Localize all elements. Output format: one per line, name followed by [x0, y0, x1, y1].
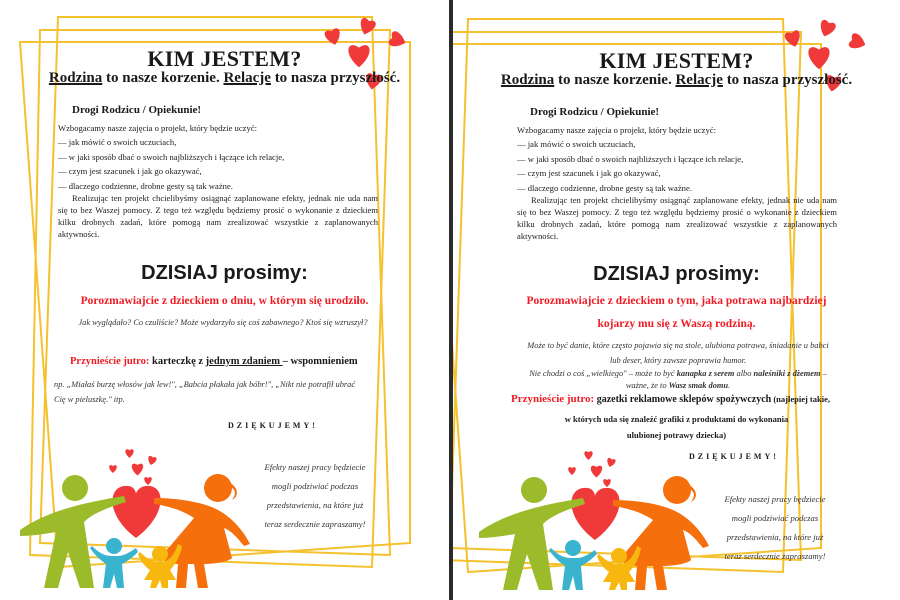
motto [0, 70, 449, 87]
section-heading: DZISIAJ prosimy: [141, 262, 308, 284]
intro-list [517, 123, 857, 195]
bring-paren: (najlepiej takie, [771, 394, 831, 404]
motto-word-relations: Relacje [223, 70, 271, 86]
boy-figure [549, 540, 597, 590]
hint-text: – [820, 369, 827, 378]
intro-lead: Wzbogacamy nasze zajęcia o projekt, który będzie uczyć: [517, 125, 716, 135]
motto-text-end: to nasza przyszłość. [270, 70, 401, 86]
boy-figure [90, 538, 138, 588]
bring-example-line: Cię w pieluszkę." itp. [54, 395, 125, 404]
intro-item: — czym jest szacunek i jak go okazywać, [58, 166, 202, 177]
girl-figure [597, 546, 641, 590]
closing-line: teraz serdecznie zapraszamy! [724, 551, 826, 561]
motto-word-relations: Relacje [675, 72, 723, 88]
intro-lead: Wzbogacamy nasze zajęcia o projekt, który będzie uczyć: [58, 123, 257, 133]
motto-text-end: to nasza przyszłość. [722, 72, 853, 88]
bring-text-underlined: jednym zdaniem [205, 356, 283, 367]
bring-label: Przynieście jutro: [511, 393, 595, 405]
closing-line: Efekty naszej pracy będziecie [264, 462, 366, 472]
document-page-2 [453, 0, 900, 600]
motto [453, 72, 900, 89]
bring-tomorrow [511, 393, 830, 405]
greeting: Drogi Rodzicu / Opiekunie! [530, 106, 660, 118]
closing-line: mogli podziwiać podczas [271, 481, 359, 491]
bring-text: karteczkę z [149, 356, 206, 367]
task-hint-examples [493, 368, 863, 392]
bring-paren-line: w których uda się znaleźć grafiki z produktami do wykonania [564, 414, 789, 424]
closing-line: teraz serdecznie zapraszamy! [264, 519, 366, 529]
intro-item: — w jaki sposób dbać o swoich najbliższych i łączące ich relacje, [517, 153, 744, 164]
task-today: Porozmawiajcie z dzieckiem o dniu, w którym się urodziło. [80, 295, 369, 307]
girl-figure [138, 544, 182, 588]
document-page-1 [0, 0, 449, 600]
intro-item: — w jaki sposób dbać o swoich najbliższych i łączące ich relacje, [58, 151, 285, 162]
closing-line: mogli podziwiać podczas [731, 513, 819, 523]
intro-item: — dlaczego codzienne, drobne gesty są tak ważne. [517, 182, 692, 193]
closing-line: Efekty naszej pracy będziecie [724, 494, 826, 504]
hint-text: . [728, 381, 731, 390]
task-today-line-1: Porozmawiajcie z dzieckiem o tym, jaka potrawa najbardziej [526, 295, 827, 307]
section-heading: DZISIAJ prosimy: [593, 263, 760, 285]
intro-paragraph: Realizując ten projekt chcielibyśmy osiągnąć zaplanowane efekty, jednak nie uda nam się to bez Waszej pomocy. Z tego też względu będziemy prosić o wykonanie z dzieckiem kilku drobnych zadań, które pomogą nam zrealizować wszystkie z zaplanowanych aktywności. [58, 193, 378, 239]
bring-example [54, 377, 394, 407]
closing-line: przedstawienia, na które już [266, 500, 364, 510]
bring-tomorrow [70, 356, 358, 367]
bring-text: gazetki reklamowe sklepów spożywczych [594, 394, 772, 405]
bring-label: Przynieście jutro: [70, 356, 150, 367]
bring-text-end: – wspomnieniem [282, 356, 358, 367]
hint-text: ważne, że to [625, 381, 669, 390]
intro-item: — jak mówić o swoich uczuciach, [58, 137, 177, 148]
hint-bold: kanapka z serem [676, 369, 735, 378]
closing-line: przedstawienia, na które już [726, 532, 824, 542]
bring-example-line: np. „Miałaś burzę włosów jak lew!", „Babcia płakała jak bóbr!", „Nikt nie potrafił ubrać [54, 380, 356, 389]
motto-text: to nasze korzenie. [554, 72, 676, 88]
intro-paragraph: Realizując ten projekt chcielibyśmy osiągnąć zaplanowane efekty, jednak nie uda nam się to bez Waszej pomocy. Z tego też względu będziemy prosić o wykonanie z dzieckiem kilku drobnych zadań, które pomogą nam zrealizować wszystkie z zaplanowanych aktywności. [517, 195, 837, 241]
task-hint: Jak wyglądało? Co czuliście? Może wydarzyło się coś zabawnego? Ktoś się wzruszył? [78, 318, 368, 327]
hint-text: Nie chodzi o coś „wielkiego" – może to być [529, 369, 677, 378]
page-title: KIM JESTEM? [599, 48, 754, 73]
intro-item: — jak mówić o swoich uczuciach, [517, 139, 636, 150]
closing-text [255, 458, 375, 534]
hint-bold: naleśniki z dżemem [753, 369, 821, 378]
greeting: Drogi Rodzicu / Opiekunie! [72, 104, 202, 116]
family-illustration [477, 450, 717, 600]
task-hint-line [493, 368, 863, 380]
closing-text [715, 490, 835, 566]
motto-word-family: Rodzina [48, 70, 103, 86]
hint-text: albo [734, 369, 754, 378]
intro-item: — dlaczego codzienne, drobne gesty są tak ważne. [58, 180, 233, 191]
thanks-text: DZIĘKUJEMY! [689, 452, 779, 461]
task-hint-line: Może to być danie, które często pojawia się na stole, ulubiona potrawa, śniadanie u babci [527, 341, 829, 350]
bring-paren-line: ulubionej potrawy dziecka) [626, 430, 727, 440]
motto-text: to nasze korzenie. [102, 70, 224, 86]
intro-item: — czym jest szacunek i jak go okazywać, [517, 168, 661, 179]
task-today-line-2: kojarzy mu się z Waszą rodziną. [597, 318, 756, 330]
thanks-text: DZIĘKUJEMY! [228, 421, 318, 430]
task-hint-line: lub deser, który zawsze poprawia humor. [609, 356, 747, 365]
task-hint [493, 338, 863, 368]
hint-bold: Wasz smak domu [668, 381, 729, 390]
intro-list [58, 121, 398, 193]
task-hint-line [493, 380, 863, 392]
family-illustration [18, 448, 258, 598]
page-title: KIM JESTEM? [147, 46, 302, 71]
motto-word-family: Rodzina [500, 72, 555, 88]
